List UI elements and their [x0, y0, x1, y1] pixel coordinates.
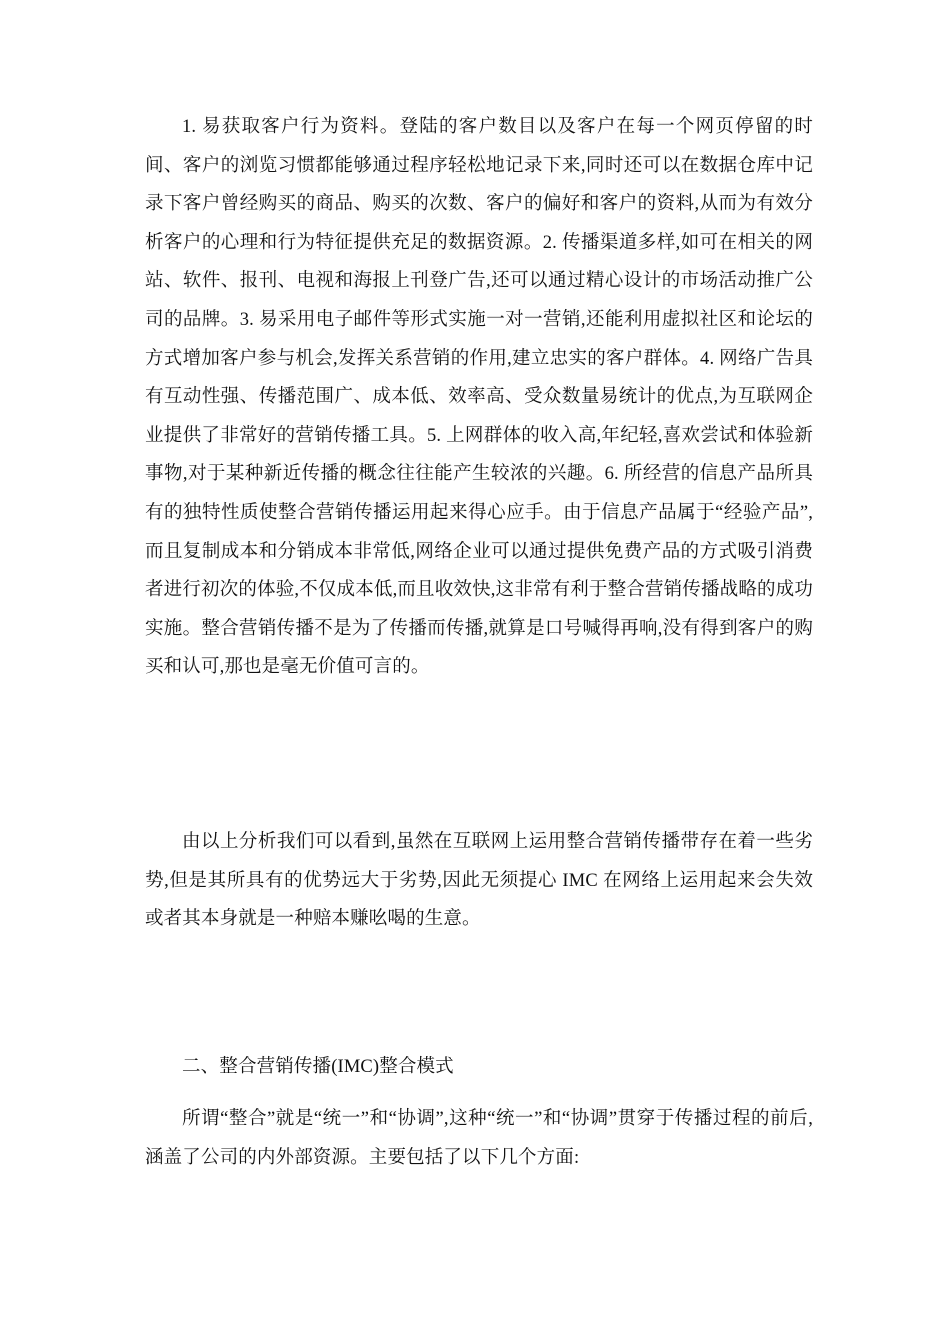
- body-paragraph: 所谓“整合”就是“统一”和“协调”,这种“统一”和“协调”贯穿于传播过程的前后,涵盖了公司的内外部资源。主要包括了以下几个方面:: [145, 1109, 813, 1168]
- body-paragraph: 由以上分析我们可以看到,虽然在互联网上运用整合营销传播带存在着一些劣势,但是其所具有的优势远大于劣势,因此无须提心 IMC 在网络上运用起来会失效或者其本身就是一种赔本赚吆喝的生意。: [145, 832, 813, 930]
- section-heading: 二、整合营销传播(IMC)整合模式: [182, 1057, 454, 1077]
- body-paragraph: 1. 易获取客户行为资料。登陆的客户数目以及客户在每一个网页停留的时间、客户的浏览习惯都能够通过程序轻松地记录下来,同时还可以在数据仓库中记录下客户曾经购买的商品、购买的次数、客户的偏好和客户的资料,从而为有效分析客户的心理和行为特征提供充足的数据资源。2. 传播渠道多样,如可在相关的网站、软件、报刊、电视和海报上刊登广告,还可以通过精心设计的市场活动推广公司的品牌。3. 易采用电子邮件等形式实施一对一营销,还能利用虚拟社区和论坛的方式增加客户参与机会,发挥关系营销的作用,建立忠实的客户群体。4. 网络广告具有互动性强、传播范围广、成本低、效率高、受众数量易统计的优点,为互联网企业提供了非常好的营销传播工具。5. 上网群体的收入高,年纪轻,喜欢尝试和体验新事物,对于某种新近传播的概念往往能产生较浓的兴趣。6. 所经营的信息产品所具有的独特性质使整合营销传播运用起来得心应手。由于信息产品属于“经验产品”,而且复制成本和分销成本非常低,网络企业可以通过提供免费产品的方式吸引消费者进行初次的体验,不仅成本低,而且收效快,这非常有利于整合营销传播战略的成功实施。整合营销传播不是为了传播而传播,就算是口号喊得再响,没有得到客户的购买和认可,那也是毫无价值可言的。: [145, 117, 813, 678]
